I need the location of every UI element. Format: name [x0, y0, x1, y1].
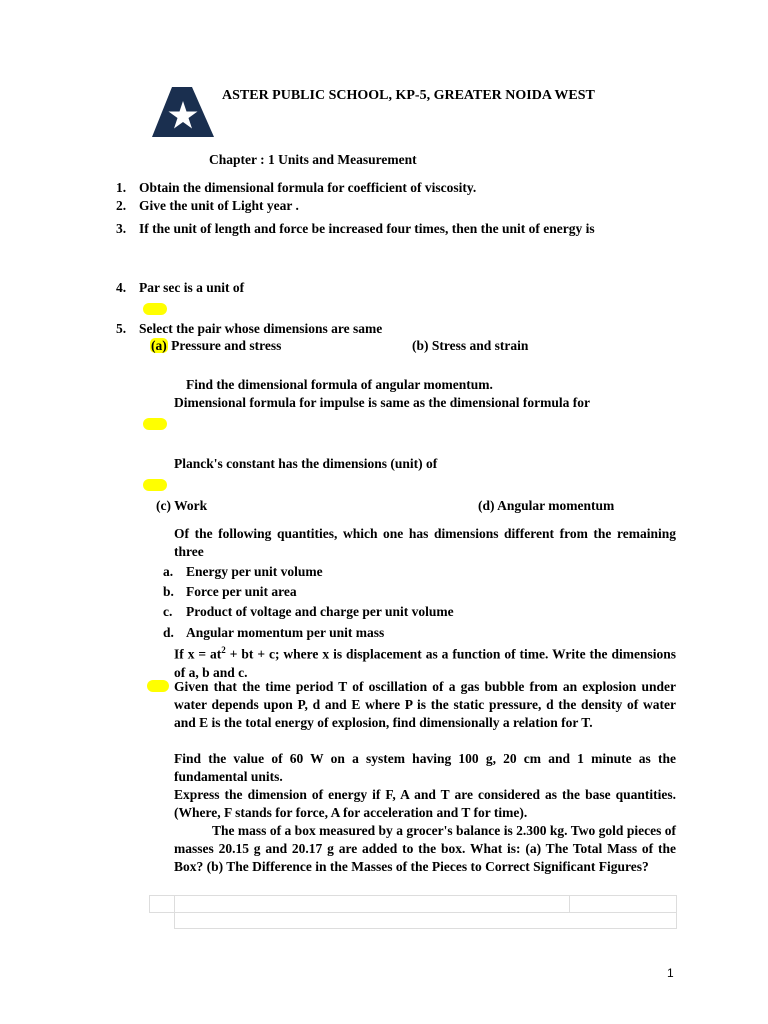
question-text: Of the following quantities, which one has dimensions different from the remaining three [174, 526, 676, 559]
option-text: Work [174, 498, 208, 513]
option-d [478, 498, 614, 514]
question-text: Find the dimensional formula of angular momentum. [186, 377, 493, 392]
question-text: Obtain the dimensional formula for coefficient of viscosity. [139, 180, 477, 195]
question-text: Planck's constant has the dimensions (unit) of [174, 456, 438, 471]
chapter-title: Chapter : 1 Units and Measurement [209, 152, 417, 167]
question-text: Find the value of 60 W on a system having 100 g, 20 cm and 1 minute as the fundamental units. [174, 751, 676, 784]
star-triangle-logo-icon [152, 87, 214, 137]
option-text: Force per unit area [186, 584, 297, 599]
option-text: Angular momentum per unit mass [186, 625, 385, 640]
option-label: b. [163, 584, 174, 599]
question-number: 4. [116, 280, 127, 295]
page-number: 1 [667, 966, 674, 980]
option-c [156, 498, 207, 514]
option-a [150, 338, 281, 354]
question-text: The mass of a box measured by a grocer's balance is 2.300 kg. Two gold pieces of masses 20.15 g and 20.17 g are added to the box. What is: (a) The Total Mass of the Box? (b) The Difference in the Masses of the Pieces to Correct Significant Figures? [174, 823, 676, 874]
option-text: Stress and strain [431, 338, 529, 353]
option-label: c. [163, 604, 173, 619]
question-number: 1. [116, 180, 127, 195]
option-b [412, 338, 528, 354]
question-text: If the unit of length and force be increased four times, then the unit of energy is [139, 221, 595, 236]
question-text: Dimensional formula for impulse is same as the dimensional formula for [174, 395, 590, 410]
highlight-mark [147, 680, 169, 692]
highlight-mark [143, 303, 167, 315]
question-number: 3. [116, 221, 127, 236]
table-divider [174, 895, 175, 913]
question-text: Express the dimension of energy if F, A and T are considered as the base quantities. (Where, F stands for force, A for acceleration and T for time). [174, 787, 676, 820]
question-text: Given that the time period T of oscillation of a gas bubble from an explosion under water depends upon P, d and E where P is the static pressure, d the density of water and E is the total energy of explosion, find dimensionally a relation for T. [174, 679, 676, 730]
option-text: Energy per unit volume [186, 564, 323, 579]
table-divider [569, 895, 570, 913]
question-text: Select the pair whose dimensions are same [139, 321, 383, 336]
option-label: (c) [156, 498, 171, 513]
option-label: d. [163, 625, 174, 640]
option-label: a. [163, 564, 174, 579]
highlight-mark [143, 418, 167, 430]
highlight-mark [143, 479, 167, 491]
option-label: (b) [412, 338, 429, 353]
option-label: (d) [478, 498, 495, 513]
question-text: If $x = at^2$ + bt + c; where x is displacement as a function of time. Write the dimensions of a, b and c. [174, 645, 676, 680]
option-text: Product of voltage and charge per unit volume [186, 604, 454, 619]
option-text: Angular momentum [497, 498, 615, 513]
question-number: 2. [116, 198, 127, 213]
question-text: Par sec is a unit of [139, 280, 245, 295]
question-text: Give the unit of Light year . [139, 198, 299, 213]
empty-table-row [174, 912, 677, 929]
option-text: Pressure and stress [171, 338, 282, 353]
school-name: ASTER PUBLIC SCHOOL, KP-5, GREATER NOIDA WEST [222, 88, 595, 103]
option-label: (a) [151, 338, 167, 353]
question-number: 5. [116, 321, 127, 336]
empty-table-row [149, 895, 677, 913]
